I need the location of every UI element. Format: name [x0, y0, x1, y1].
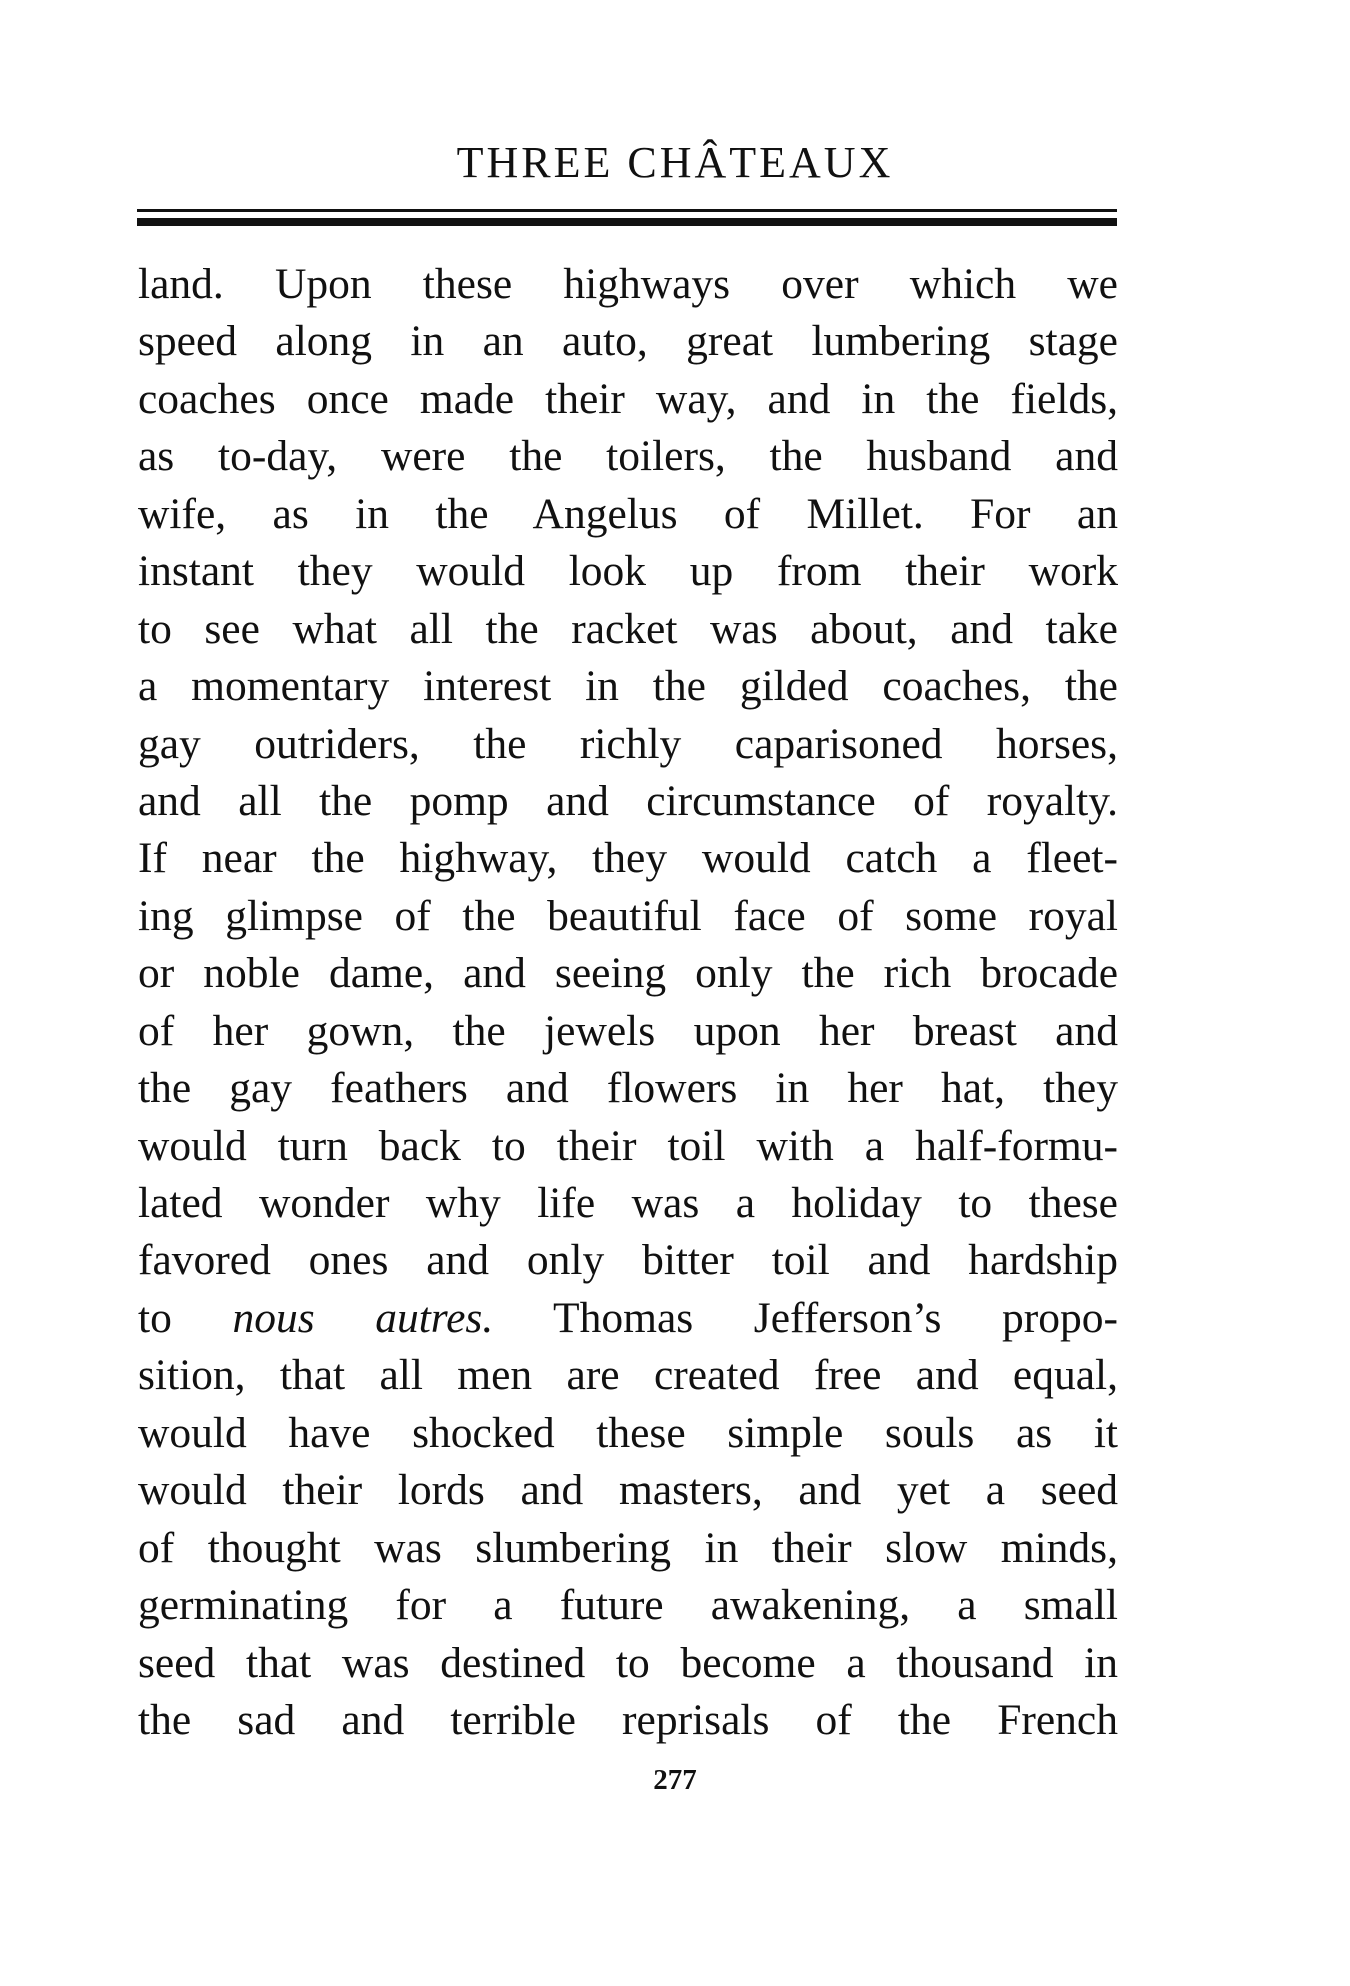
text-line: lated wonder why life was a holiday to these: [138, 1179, 1118, 1227]
text-line: gay outriders, the richly caparisoned horses,: [138, 719, 1118, 768]
text-line: or noble dame, and seeing only the rich brocade: [138, 949, 1118, 998]
text-line: of thought was slumbering in their slow minds,: [138, 1523, 1118, 1572]
text-line: coaches once made their way, and in the fields,: [138, 374, 1118, 423]
header-rule-thin: [137, 209, 1117, 212]
text-run: Thomas Jefferson’s propo-: [553, 1293, 1118, 1342]
text-line: instant they would look up from their work: [138, 547, 1118, 596]
text-line: land. Upon these highways over which we: [138, 260, 1118, 308]
text-run: to: [138, 1293, 172, 1342]
text-line: the sad and terrible reprisals of the French: [138, 1695, 1118, 1744]
text-line: If near the highway, they would catch a fleet-: [138, 834, 1118, 883]
text-line: ing glimpse of the beautiful face of some royal: [138, 891, 1118, 940]
body-text: [138, 256, 1118, 1749]
italic-phrase: nous autres.: [232, 1293, 494, 1342]
text-line-with-italic: [138, 1290, 1118, 1347]
text-line: sition, that all men are created free and equal,: [138, 1351, 1118, 1400]
running-head: THREE CHÂTEAUX: [456, 138, 894, 187]
text-line: wife, as in the Angelus of Millet. For an: [138, 489, 1118, 538]
header-rule-thick: [137, 218, 1117, 226]
text-line: the gay feathers and flowers in her hat, they: [138, 1064, 1118, 1113]
text-line: of her gown, the jewels upon her breast and: [138, 1006, 1118, 1055]
text-line: favored ones and only bitter toil and hardship: [138, 1236, 1118, 1285]
text-line: would turn back to their toil with a half-formu-: [138, 1121, 1118, 1170]
text-line: seed that was destined to become a thousand in: [138, 1638, 1118, 1687]
text-line: and all the pomp and circumstance of royalty.: [138, 776, 1118, 825]
text-line: germinating for a future awakening, a small: [138, 1581, 1118, 1630]
text-line: to see what all the racket was about, and take: [138, 604, 1118, 653]
text-line: would have shocked these simple souls as it: [138, 1408, 1118, 1457]
text-line: speed along in an auto, great lumbering stage: [138, 317, 1118, 366]
text-line: a momentary interest in the gilded coaches, the: [138, 662, 1118, 711]
page-number: 277: [653, 1764, 697, 1796]
text-line: as to-day, were the toilers, the husband and: [138, 432, 1118, 481]
text-line: would their lords and masters, and yet a seed: [138, 1466, 1118, 1515]
